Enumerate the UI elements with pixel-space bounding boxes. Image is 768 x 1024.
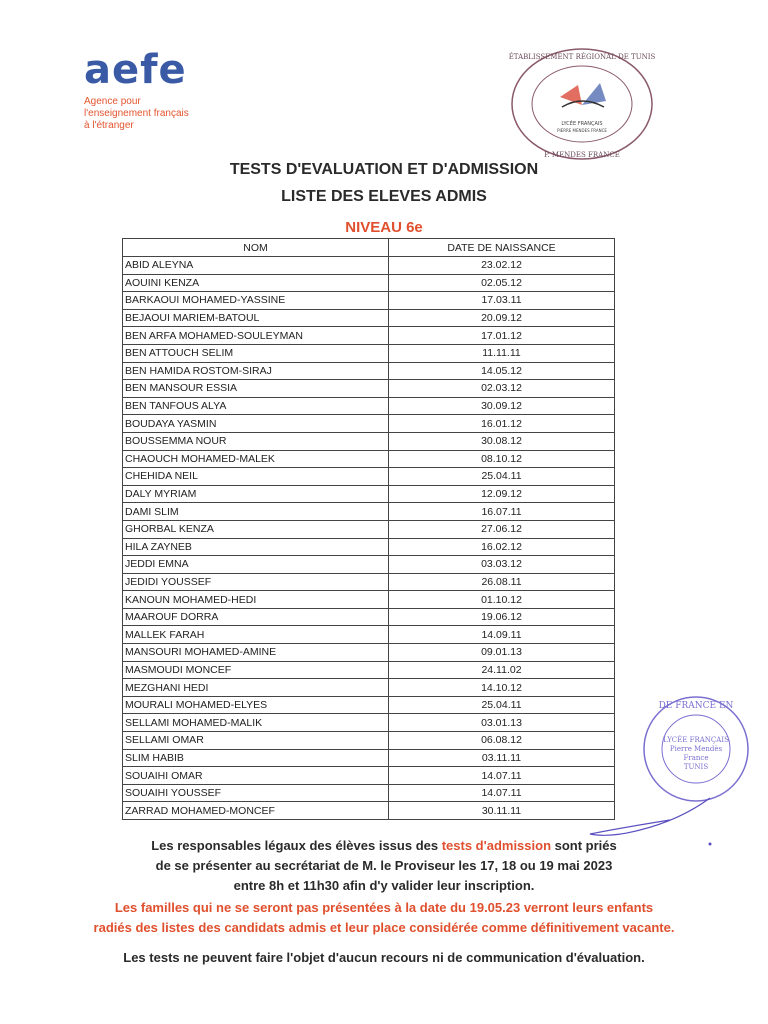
table-row <box>123 362 615 380</box>
table-row <box>123 556 615 574</box>
student-name-cell: DAMI SLIM <box>123 503 389 521</box>
birth-date-cell: 16.01.12 <box>389 415 615 433</box>
birth-date-cell: 24.11.02 <box>389 661 615 679</box>
birth-date-cell: 16.07.11 <box>389 503 615 521</box>
student-name-cell: SOUAIHI OMAR <box>123 767 389 785</box>
table-row <box>123 397 615 415</box>
table-row <box>123 608 615 626</box>
birth-date-cell: 19.06.12 <box>389 608 615 626</box>
table-row <box>123 696 615 714</box>
table-row <box>123 292 615 310</box>
birth-date-cell: 14.09.11 <box>389 626 615 644</box>
logo-subtitle-line: à l'étranger <box>84 120 134 131</box>
aefe-logo <box>84 47 224 132</box>
student-name-cell: ZARRAD MOHAMED-MONCEF <box>123 802 389 820</box>
birth-date-cell: 03.11.11 <box>389 749 615 767</box>
birth-date-cell: 03.01.13 <box>389 714 615 732</box>
svg-text:France: France <box>683 754 709 762</box>
student-name-cell: MASMOUDI MONCEF <box>123 661 389 679</box>
column-header-nom: NOM <box>123 239 389 257</box>
birth-date-cell: 30.11.11 <box>389 802 615 820</box>
table-row <box>123 784 615 802</box>
table-row <box>123 679 615 697</box>
svg-text:DE FRANCE EN: DE FRANCE EN <box>658 701 734 711</box>
birth-date-cell: 20.09.12 <box>389 309 615 327</box>
birth-date-cell: 27.06.12 <box>389 520 615 538</box>
birth-date-cell: 25.04.11 <box>389 468 615 486</box>
document-title: TESTS D'EVALUATION ET D'ADMISSION <box>229 161 539 178</box>
table-row <box>123 503 615 521</box>
table-row <box>123 767 615 785</box>
student-name-cell: JEDIDI YOUSSEF <box>123 573 389 591</box>
table-row <box>123 802 615 820</box>
table-row <box>123 520 615 538</box>
svg-text:Pierre Mendès: Pierre Mendès <box>669 745 723 753</box>
table-row <box>123 538 615 556</box>
logo-subtitle-line: Agence pour <box>84 96 141 107</box>
birth-date-cell: 03.03.12 <box>389 556 615 574</box>
notice-line: de se présenter au secrétariat de M. le Proviseur les 17, 18 ou 19 mai 2023 <box>155 858 613 873</box>
notice-line: radiés des listes des candidats admis et leur place considérée comme définitivement vacante. <box>93 920 675 935</box>
birth-date-cell: 14.10.12 <box>389 679 615 697</box>
birth-date-cell: 26.08.11 <box>389 573 615 591</box>
birth-date-cell: 17.03.11 <box>389 292 615 310</box>
student-name-cell: BOUDAYA YASMIN <box>123 415 389 433</box>
student-name-cell: BOUSSEMMA NOUR <box>123 432 389 450</box>
student-name-cell: DALY MYRIAM <box>123 485 389 503</box>
table-row <box>123 432 615 450</box>
student-name-cell: JEDDI EMNA <box>123 556 389 574</box>
birth-date-cell: 06.08.12 <box>389 732 615 750</box>
student-name-cell: MAAROUF DORRA <box>123 608 389 626</box>
table-row <box>123 344 615 362</box>
table-row <box>123 661 615 679</box>
birth-date-cell: 12.09.12 <box>389 485 615 503</box>
birth-date-cell: 25.04.11 <box>389 696 615 714</box>
table-row <box>123 380 615 398</box>
admitted-students-table <box>122 238 615 820</box>
table-row <box>123 450 615 468</box>
student-name-cell: MANSOURI MOHAMED-AMINE <box>123 644 389 662</box>
logo-wordmark: aefe <box>84 47 187 93</box>
student-name-cell: CHAOUCH MOHAMED-MALEK <box>123 450 389 468</box>
column-header-date: DATE DE NAISSANCE <box>389 239 615 257</box>
birth-date-cell: 14.07.11 <box>389 784 615 802</box>
student-name-cell: MOURALI MOHAMED-ELYES <box>123 696 389 714</box>
level-heading: NIVEAU 6e <box>345 219 423 236</box>
student-name-cell: BEN TANFOUS ALYA <box>123 397 389 415</box>
signature-icon <box>580 790 720 850</box>
birth-date-cell: 08.10.12 <box>389 450 615 468</box>
student-name-cell: AOUINI KENZA <box>123 274 389 292</box>
student-name-cell: BEN HAMIDA ROSTOM-SIRAJ <box>123 362 389 380</box>
student-name-cell: BARKAOUI MOHAMED-YASSINE <box>123 292 389 310</box>
school-seal-icon <box>508 45 656 163</box>
svg-text:LYCÉE FRANÇAIS: LYCÉE FRANÇAIS <box>663 736 729 744</box>
svg-text:ÉTABLISSEMENT RÉGIONAL DE TUNI: ÉTABLISSEMENT RÉGIONAL DE TUNIS <box>508 53 656 61</box>
student-name-cell: SOUAIHI YOUSSEF <box>123 784 389 802</box>
student-name-cell: SLIM HABIB <box>123 749 389 767</box>
birth-date-cell: 16.02.12 <box>389 538 615 556</box>
student-name-cell: BEN ARFA MOHAMED-SOULEYMAN <box>123 327 389 345</box>
notice-text: sont priés <box>551 838 617 853</box>
notice-text: Les responsables légaux des élèves issus des <box>151 838 442 853</box>
notice-highlight: tests d'admission <box>441 838 552 853</box>
table-row <box>123 732 615 750</box>
student-name-cell: SELLAMI OMAR <box>123 732 389 750</box>
student-name-cell: BEN MANSOUR ESSIA <box>123 380 389 398</box>
logo-subtitle-line: l'enseignement français <box>84 108 189 119</box>
table-row <box>123 415 615 433</box>
table-row <box>123 573 615 591</box>
birth-date-cell: 11.11.11 <box>389 344 615 362</box>
table-row <box>123 749 615 767</box>
svg-text:P. MENDES FRANCE: P. MENDES FRANCE <box>544 151 620 159</box>
student-name-cell: MEZGHANI HEDI <box>123 679 389 697</box>
birth-date-cell: 17.01.12 <box>389 327 615 345</box>
notice-warning <box>0 898 768 938</box>
table-row <box>123 468 615 486</box>
student-name-cell: CHEHIDA NEIL <box>123 468 389 486</box>
student-name-cell: ABID ALEYNA <box>123 257 389 275</box>
birth-date-cell: 02.03.12 <box>389 380 615 398</box>
table-header-row <box>123 239 615 257</box>
student-name-cell: KANOUN MOHAMED-HEDI <box>123 591 389 609</box>
svg-text:TUNIS: TUNIS <box>683 763 709 771</box>
table-row <box>123 309 615 327</box>
birth-date-cell: 30.09.12 <box>389 397 615 415</box>
notice-line: entre 8h et 11h30 afin d'y valider leur inscription. <box>233 878 535 893</box>
notice-line: Les familles qui ne se seront pas présentées à la date du 19.05.23 verront leurs enfants <box>114 900 654 915</box>
birth-date-cell: 02.05.12 <box>389 274 615 292</box>
birth-date-cell: 14.07.11 <box>389 767 615 785</box>
birth-date-cell: 09.01.13 <box>389 644 615 662</box>
student-name-cell: GHORBAL KENZA <box>123 520 389 538</box>
birth-date-cell: 01.10.12 <box>389 591 615 609</box>
table-row <box>123 644 615 662</box>
svg-text:PIERRE MENDES FRANCE: PIERRE MENDES FRANCE <box>557 128 607 133</box>
student-name-cell: BEJAOUI MARIEM-BATOUL <box>123 309 389 327</box>
notice-no-appeal: Les tests ne peuvent faire l'objet d'aucun recours ni de communication d'évaluation. <box>123 950 645 965</box>
svg-text:LYCÉE FRANÇAIS: LYCÉE FRANÇAIS <box>561 121 603 127</box>
birth-date-cell: 14.05.12 <box>389 362 615 380</box>
logo-subtitle <box>84 96 224 132</box>
student-name-cell: SELLAMI MOHAMED-MALIK <box>123 714 389 732</box>
table-row <box>123 714 615 732</box>
table-row <box>123 626 615 644</box>
birth-date-cell: 30.08.12 <box>389 432 615 450</box>
table-row <box>123 274 615 292</box>
table-body <box>123 257 615 820</box>
birth-date-cell: 23.02.12 <box>389 257 615 275</box>
table-row <box>123 327 615 345</box>
table-row <box>123 591 615 609</box>
table-row <box>123 485 615 503</box>
student-name-cell: MALLEK FARAH <box>123 626 389 644</box>
table-row <box>123 257 615 275</box>
document-subtitle: LISTE DES ELEVES ADMIS <box>281 188 487 205</box>
student-name-cell: HILA ZAYNEB <box>123 538 389 556</box>
student-name-cell: BEN ATTOUCH SELIM <box>123 344 389 362</box>
